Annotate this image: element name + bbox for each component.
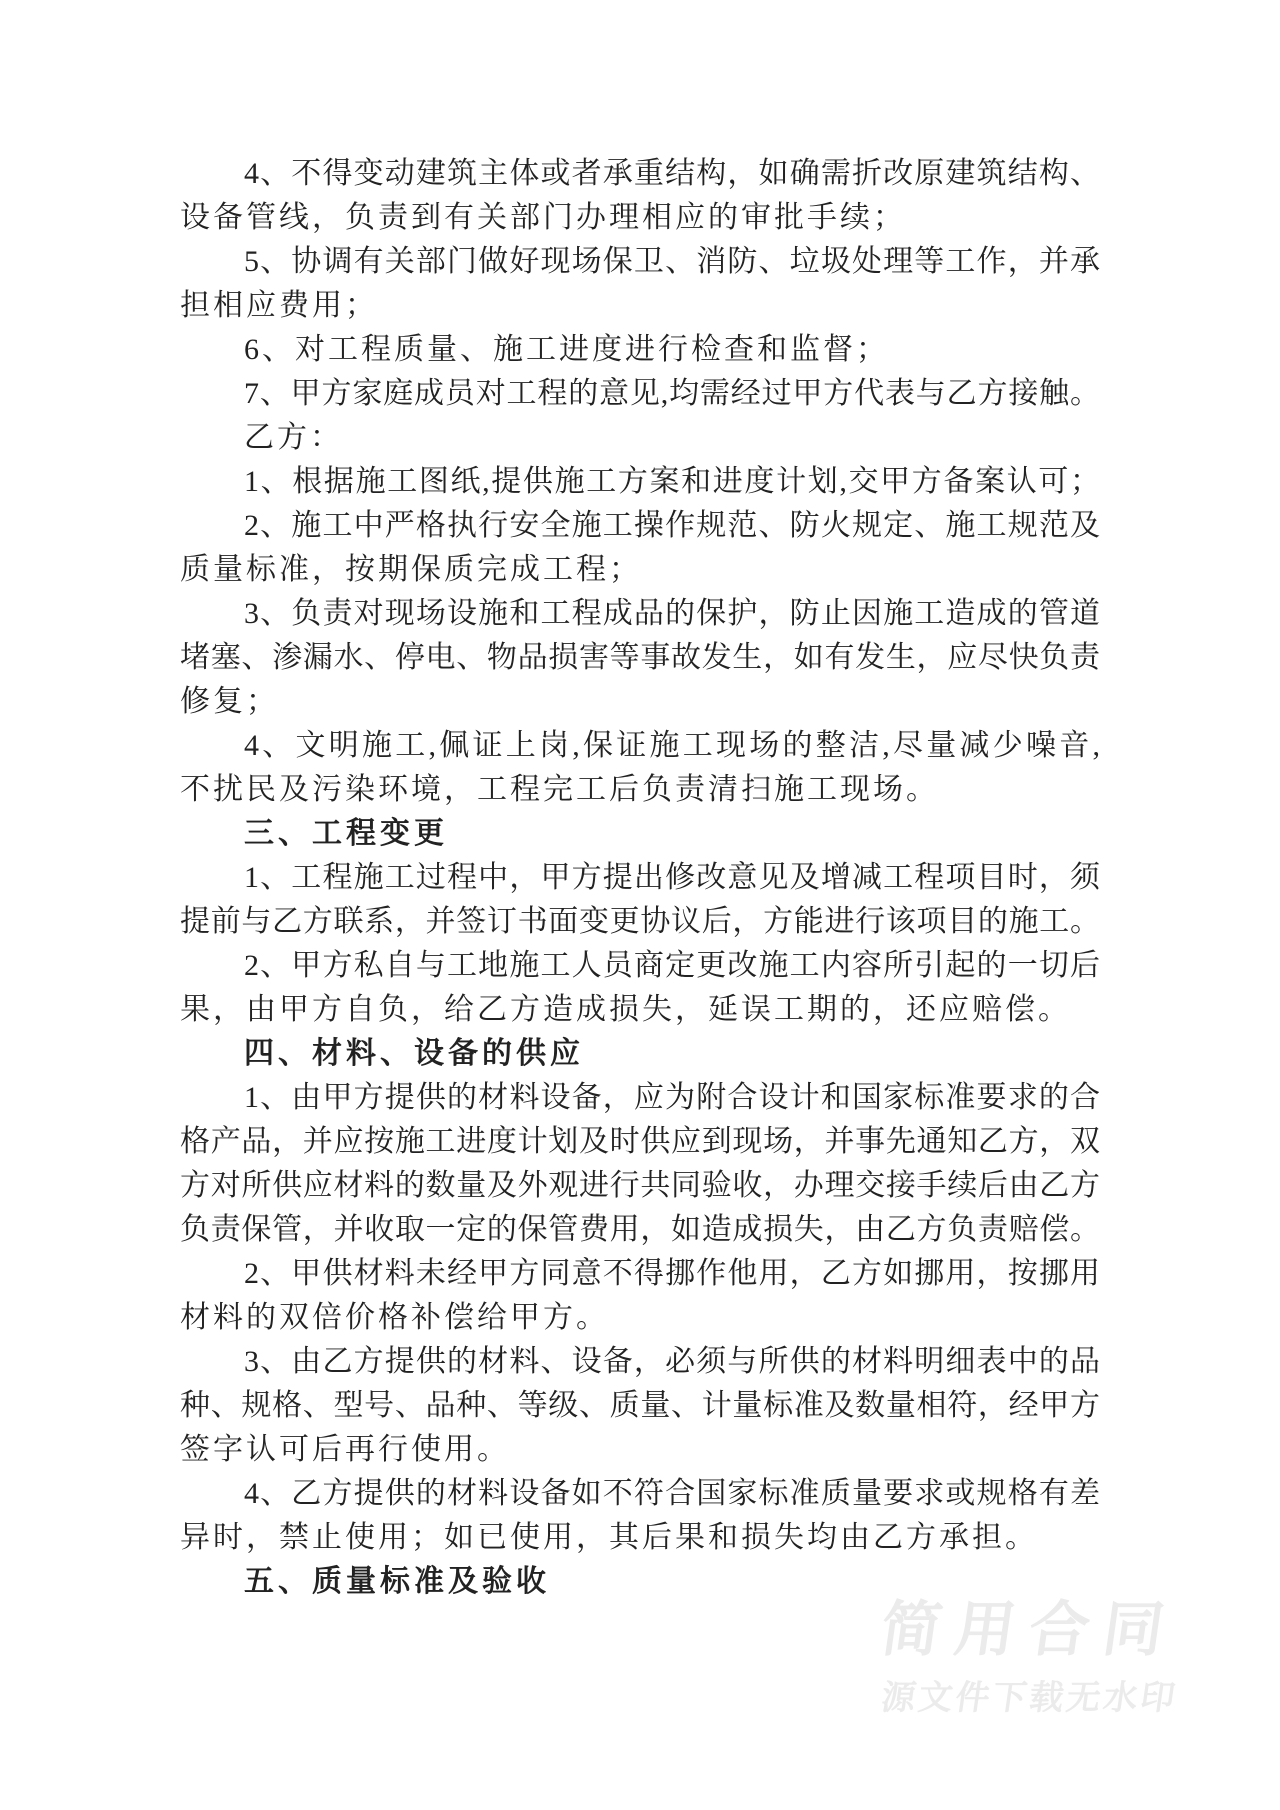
contract-line: 果，由甲方自负，给乙方造成损失，延误工期的，还应赔偿。	[180, 993, 1071, 1026]
contract-line: 3、负责对现场设施和工程成品的保护，防止因施工造成的管道	[244, 597, 1100, 630]
section-heading: 四、材料、设备的供应	[244, 1037, 584, 1070]
contract-line: 1、根据施工图纸,提供施工方案和进度计划,交甲方备案认可；	[244, 465, 1100, 498]
contract-line: 4、不得变动建筑主体或者承重结构，如确需折改原建筑结构、	[244, 157, 1100, 190]
contract-line: 5、协调有关部门做好现场保卫、消防、垃圾处理等工作，并承	[244, 245, 1100, 278]
contract-line: 修复；	[180, 685, 279, 718]
contract-line: 4、乙方提供的材料设备如不符合国家标准质量要求或规格有差	[244, 1477, 1100, 1510]
contract-line: 材料的双倍价格补偿给甲方。	[180, 1301, 609, 1334]
contract-line: 格产品，并应按施工进度计划及时供应到现场，并事先通知乙方，双	[180, 1125, 1100, 1158]
section-heading: 三、工程变更	[244, 817, 448, 850]
contract-line: 7、甲方家庭成员对工程的意见,均需经过甲方代表与乙方接触。	[244, 377, 1100, 410]
contract-line: 堵塞、渗漏水、停电、物品损害等事故发生，如有发生，应尽快负责	[180, 641, 1100, 674]
contract-line: 乙方：	[244, 421, 343, 454]
section-heading: 五、质量标准及验收	[244, 1565, 550, 1598]
contract-line: 担相应费用；	[180, 289, 378, 322]
contract-line: 6、对工程质量、施工进度进行检查和监督；	[244, 333, 889, 366]
contract-line: 1、工程施工过程中，甲方提出修改意见及增减工程项目时，须	[244, 861, 1100, 894]
contract-line: 种、规格、型号、品种、等级、质量、计量标准及数量相符，经甲方	[180, 1389, 1100, 1422]
contract-line: 3、由乙方提供的材料、设备，必须与所供的材料明细表中的品	[244, 1345, 1100, 1378]
contract-body	[180, 152, 1100, 1604]
contract-line: 2、甲供材料未经甲方同意不得挪作他用，乙方如挪用，按挪用	[244, 1257, 1100, 1290]
watermark-subtitle: 源文件下载无水印	[878, 1679, 1181, 1717]
contract-line: 负责保管，并收取一定的保管费用，如造成损失，由乙方负责赔偿。	[180, 1213, 1100, 1246]
contract-line: 异时，禁止使用；如已使用，其后果和损失均由乙方承担。	[180, 1521, 1038, 1554]
contract-line: 质量标准，按期保质完成工程；	[180, 553, 642, 586]
contract-line: 签字认可后再行使用。	[180, 1433, 510, 1466]
contract-line: 2、施工中严格执行安全施工操作规范、防火规定、施工规范及	[244, 509, 1100, 542]
contract-line: 2、甲方私自与工地施工人员商定更改施工内容所引起的一切后	[244, 949, 1100, 982]
contract-line: 提前与乙方联系，并签订书面变更协议后，方能进行该项目的施工。	[180, 905, 1100, 938]
contract-line: 4、文明施工,佩证上岗,保证施工现场的整洁,尽量减少噪音,	[244, 729, 1100, 762]
watermark-title: 简用合同	[876, 1596, 1183, 1663]
contract-line: 方对所供应材料的数量及外观进行共同验收，办理交接手续后由乙方	[180, 1169, 1100, 1202]
contract-line: 1、由甲方提供的材料设备，应为附合设计和国家标准要求的合	[244, 1081, 1100, 1114]
contract-line: 设备管线，负责到有关部门办理相应的审批手续；	[180, 201, 906, 234]
contract-line: 不扰民及污染环境，工程完工后负责清扫施工现场。	[180, 773, 939, 806]
